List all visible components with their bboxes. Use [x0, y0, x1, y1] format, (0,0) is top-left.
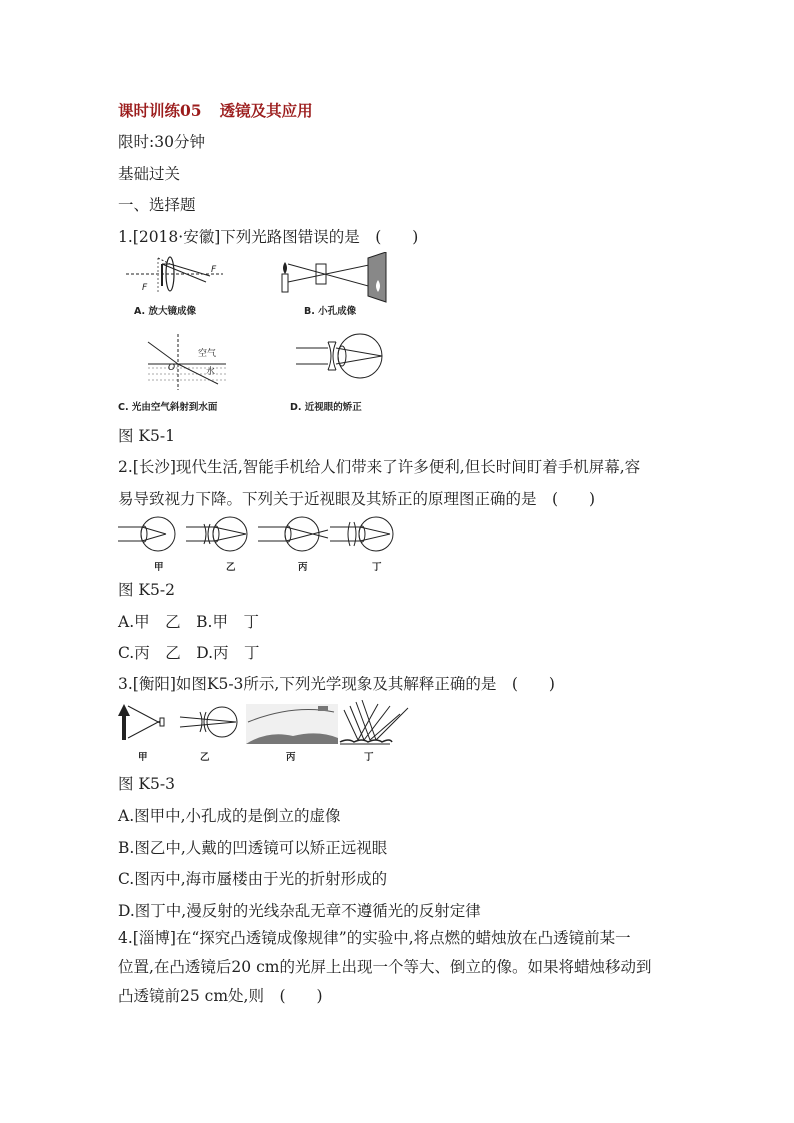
question-2-options-line-2: C.丙 乙 D.丙 丁 — [118, 644, 260, 662]
figure-k5-3 — [118, 700, 418, 766]
figure-jia-pinhole — [118, 704, 164, 763]
eye-diagram-ding — [330, 517, 393, 573]
question-4-stem-line-1: 4.[淄博]在“探究凸透镜成像规律”的实验中,将点燃的蜡烛放在凸透镜前某一 — [118, 929, 631, 947]
question-3-option-c: C.图丙中,海市蜃楼由于光的折射形成的 — [118, 870, 388, 888]
focal-point-label-left: F — [142, 283, 148, 293]
question-3-option-a: A.图甲中,小孔成的是倒立的虚像 — [118, 807, 341, 825]
water-label: 水 — [206, 367, 216, 377]
option-c-caption: C. 光由空气斜射到水面 — [118, 402, 218, 413]
figure-ding-diffuse — [340, 700, 408, 763]
page-title — [118, 101, 313, 121]
figure-k5-3-caption: 图 K5-3 — [118, 775, 175, 793]
focal-point-label-right: F — [211, 265, 217, 275]
option-a-caption: A. 放大镜成像 — [134, 306, 196, 317]
label-jia: 甲 — [154, 562, 164, 573]
label-yi: 乙 — [226, 562, 236, 573]
figure-yi-glasses — [180, 707, 237, 763]
question-4-stem-line-2: 位置,在凸透镜后20 cm的光屏上出现一个等大、倒立的像。如果将蜡烛移动到 — [118, 958, 652, 976]
incidence-point-label: O — [168, 363, 176, 373]
question-2-stem-line-2: 易导致视力下降。下列关于近视眼及其矫正的原理图正确的是 ( ) — [118, 490, 596, 508]
figure-a-magnifier — [126, 257, 223, 317]
part-heading: 一、选择题 — [118, 196, 196, 214]
lesson-topic: 透镜及其应用 — [219, 101, 313, 120]
question-3-option-d: D.图丁中,漫反射的光线杂乱无章不遵循光的反射定律 — [118, 902, 481, 920]
option-d-caption: D. 近视眼的矫正 — [290, 402, 362, 413]
question-2-stem-line-1: 2.[长沙]现代生活,智能手机给人们带来了许多便利,但长时间盯着手机屏幕,容 — [118, 458, 641, 476]
label-ding: 丁 — [364, 752, 374, 763]
figure-k5-2-caption: 图 K5-2 — [118, 581, 175, 599]
question-4-stem-line-3: 凸透镜前25 cm处,则 ( ) — [118, 987, 323, 1005]
label-yi: 乙 — [200, 752, 210, 763]
label-jia: 甲 — [138, 752, 148, 763]
label-ding: 丁 — [372, 562, 382, 573]
label-bing: 丙 — [286, 752, 296, 763]
eye-diagram-bing — [258, 517, 328, 573]
figure-bing-mirage — [246, 704, 338, 763]
figure-k5-1-caption: 图 K5-1 — [118, 427, 175, 445]
lesson-number: 课时训练05 — [118, 101, 202, 120]
figure-k5-1 — [118, 252, 418, 417]
question-2-options-line-1: A.甲 乙 B.甲 丁 — [118, 613, 259, 631]
question-3-option-b: B.图乙中,人戴的凹透镜可以矫正远视眼 — [118, 839, 388, 857]
section-heading: 基础过关 — [118, 165, 181, 183]
figure-k5-2 — [118, 512, 408, 574]
figure-b-pinhole — [282, 252, 386, 317]
question-3-stem: 3.[衡阳]如图K5-3所示,下列光学现象及其解释正确的是 ( ) — [118, 675, 555, 693]
question-1-stem: 1.[2018·安徽]下列光路图错误的是 ( ) — [118, 228, 419, 246]
option-b-caption: B. 小孔成像 — [304, 306, 357, 317]
label-bing: 丙 — [298, 562, 308, 573]
figure-d-myopia — [290, 334, 382, 413]
air-label: 空气 — [198, 349, 217, 359]
eye-diagram-yi — [186, 517, 247, 573]
time-limit: 限时:30分钟 — [118, 133, 205, 151]
eye-diagram-jia — [118, 517, 175, 573]
figure-c-refraction — [118, 334, 226, 413]
